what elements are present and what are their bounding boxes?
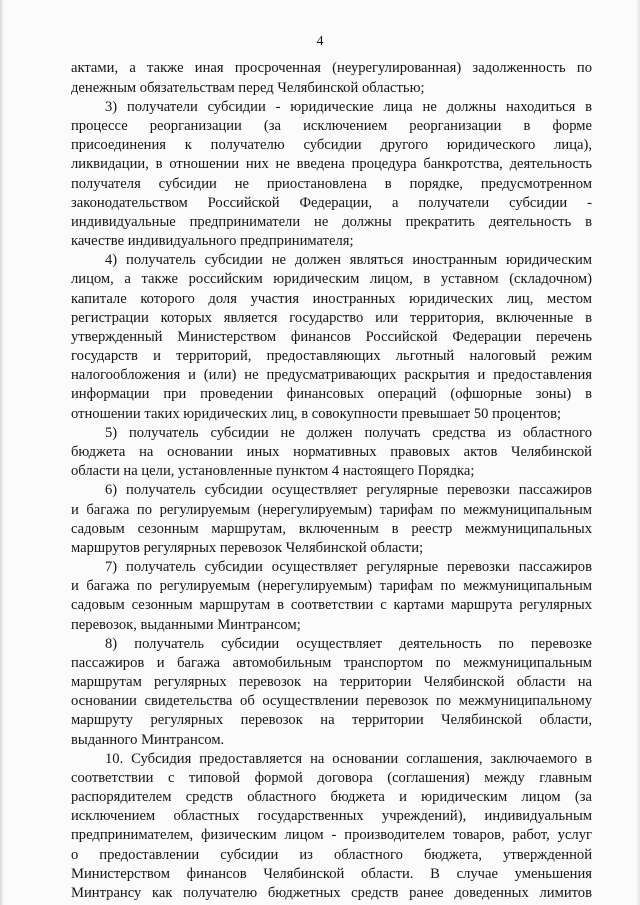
text-line: о предоставлении субсидии из областного бюджета, утвержденной bbox=[71, 847, 592, 863]
text-line: Минтрансу как получателю бюджетных средств ранее доведенных лимитов bbox=[71, 885, 592, 901]
scan-edge-right bbox=[636, 0, 640, 905]
text-line: отношении таких юридических лиц, в совокупности превышает 50 процентов; bbox=[71, 406, 562, 422]
text-line: информации при проведении финансовых операций (офшорные зоны) в bbox=[71, 386, 592, 402]
text-line: регистрации которых является государство или территория, включенные в bbox=[71, 310, 592, 326]
text-line: получателя субсидии не приостановлена в порядке, предусмотренном bbox=[71, 176, 592, 192]
text-line: процессе реорганизации (за исключением реорганизации в форме bbox=[71, 118, 592, 134]
text-line: присоединения к получателю субсидии другого юридического лица), bbox=[71, 137, 592, 153]
text-line: налогообложения и (или) не предусматривающих раскрытия и предоставления bbox=[71, 367, 592, 383]
text-line: 7) получатель субсидии осуществляет регулярные перевозки пассажиров bbox=[105, 559, 592, 575]
text-line: маршруту регулярных перевозок на территории Челябинской области, bbox=[71, 712, 592, 728]
page-number: 4 bbox=[316, 34, 324, 49]
text-line: бюджета на основании иных нормативных правовых актов Челябинской bbox=[71, 444, 592, 460]
text-line: садовым сезонным маршрутам, включенным в реестр межмуниципальных bbox=[71, 521, 592, 537]
text-line: соответствии с типовой формой договора (соглашения) между главным bbox=[71, 770, 592, 786]
text-line: области на цели, установленные пунктом 4 настоящего Порядка; bbox=[71, 463, 475, 479]
text-line: законодательством Российской Федерации, а получатели субсидии - bbox=[71, 195, 592, 211]
text-line: актами, а также иная просроченная (неурегулированная) задолженность по bbox=[71, 60, 592, 76]
text-line: 5) получатель субсидии не должен получать средства из областного bbox=[105, 425, 592, 441]
text-line: и багажа по регулируемым (нерегулируемым) тарифам по межмуниципальным bbox=[71, 578, 592, 594]
text-line: Министерством финансов Челябинской области. В случае уменьшения bbox=[71, 866, 592, 882]
text-line: пассажиров и багажа автомобильным транспортом по межмуниципальным bbox=[71, 655, 592, 671]
text-line: 10. Субсидия предоставляется на основании соглашения, заключаемого в bbox=[105, 751, 592, 767]
text-line: исключением областных государственных учреждений), индивидуальным bbox=[71, 808, 592, 824]
scan-edge-left bbox=[0, 0, 4, 905]
text-line: садовым сезонным маршрутам в соответствии с картами маршрута регулярных bbox=[71, 597, 592, 613]
text-line: 3) получатели субсидии - юридические лица не должны находиться в bbox=[105, 99, 592, 115]
text-line: денежным обязательствам перед Челябинской областью; bbox=[71, 80, 425, 96]
text-line: маршрутов регулярных перевозок Челябинской области; bbox=[71, 540, 424, 556]
text-line: 8) получатель субсидии осуществляет деятельность по перевозке bbox=[105, 636, 592, 652]
text-line: распорядителем средств областного бюджета и юридическим лицом (за bbox=[71, 789, 592, 805]
text-line: предпринимателем, физическим лицом - производителем товаров, работ, услуг bbox=[71, 827, 592, 843]
text-line: лицом, а также российским юридическим лицом, в уставном (складочном) bbox=[71, 271, 592, 287]
text-line: капитале которого доля участия иностранных юридических лиц, местом bbox=[71, 291, 592, 307]
text-line: перевозок, выданными Минтрансом; bbox=[71, 617, 301, 633]
text-line: 6) получатель субсидии осуществляет регулярные перевозки пассажиров bbox=[105, 482, 592, 498]
text-line: утвержденный Министерством финансов Российской Федерации перечень bbox=[71, 329, 592, 345]
text-line: индивидуальные предприниматели не должны прекратить деятельность в bbox=[71, 214, 592, 230]
text-line: основании свидетельства об осуществлении перевозок по межмуниципальному bbox=[71, 693, 592, 709]
text-line: выданного Минтрансом. bbox=[71, 732, 225, 748]
text-line: маршрутам регулярных перевозок на территории Челябинской области на bbox=[71, 674, 592, 690]
text-line: качестве индивидуального предпринимателя; bbox=[71, 233, 354, 249]
text-line: ликвидации, в отношении них не введена процедура банкротства, деятельность bbox=[71, 156, 592, 172]
text-line: 4) получатель субсидии не должен являться иностранным юридическим bbox=[105, 252, 592, 268]
text-line: государств и территорий, предоставляющих льготный налоговый режим bbox=[71, 348, 592, 364]
text-line: и багажа по регулируемым (нерегулируемым) тарифам по межмуниципальным bbox=[71, 502, 592, 518]
